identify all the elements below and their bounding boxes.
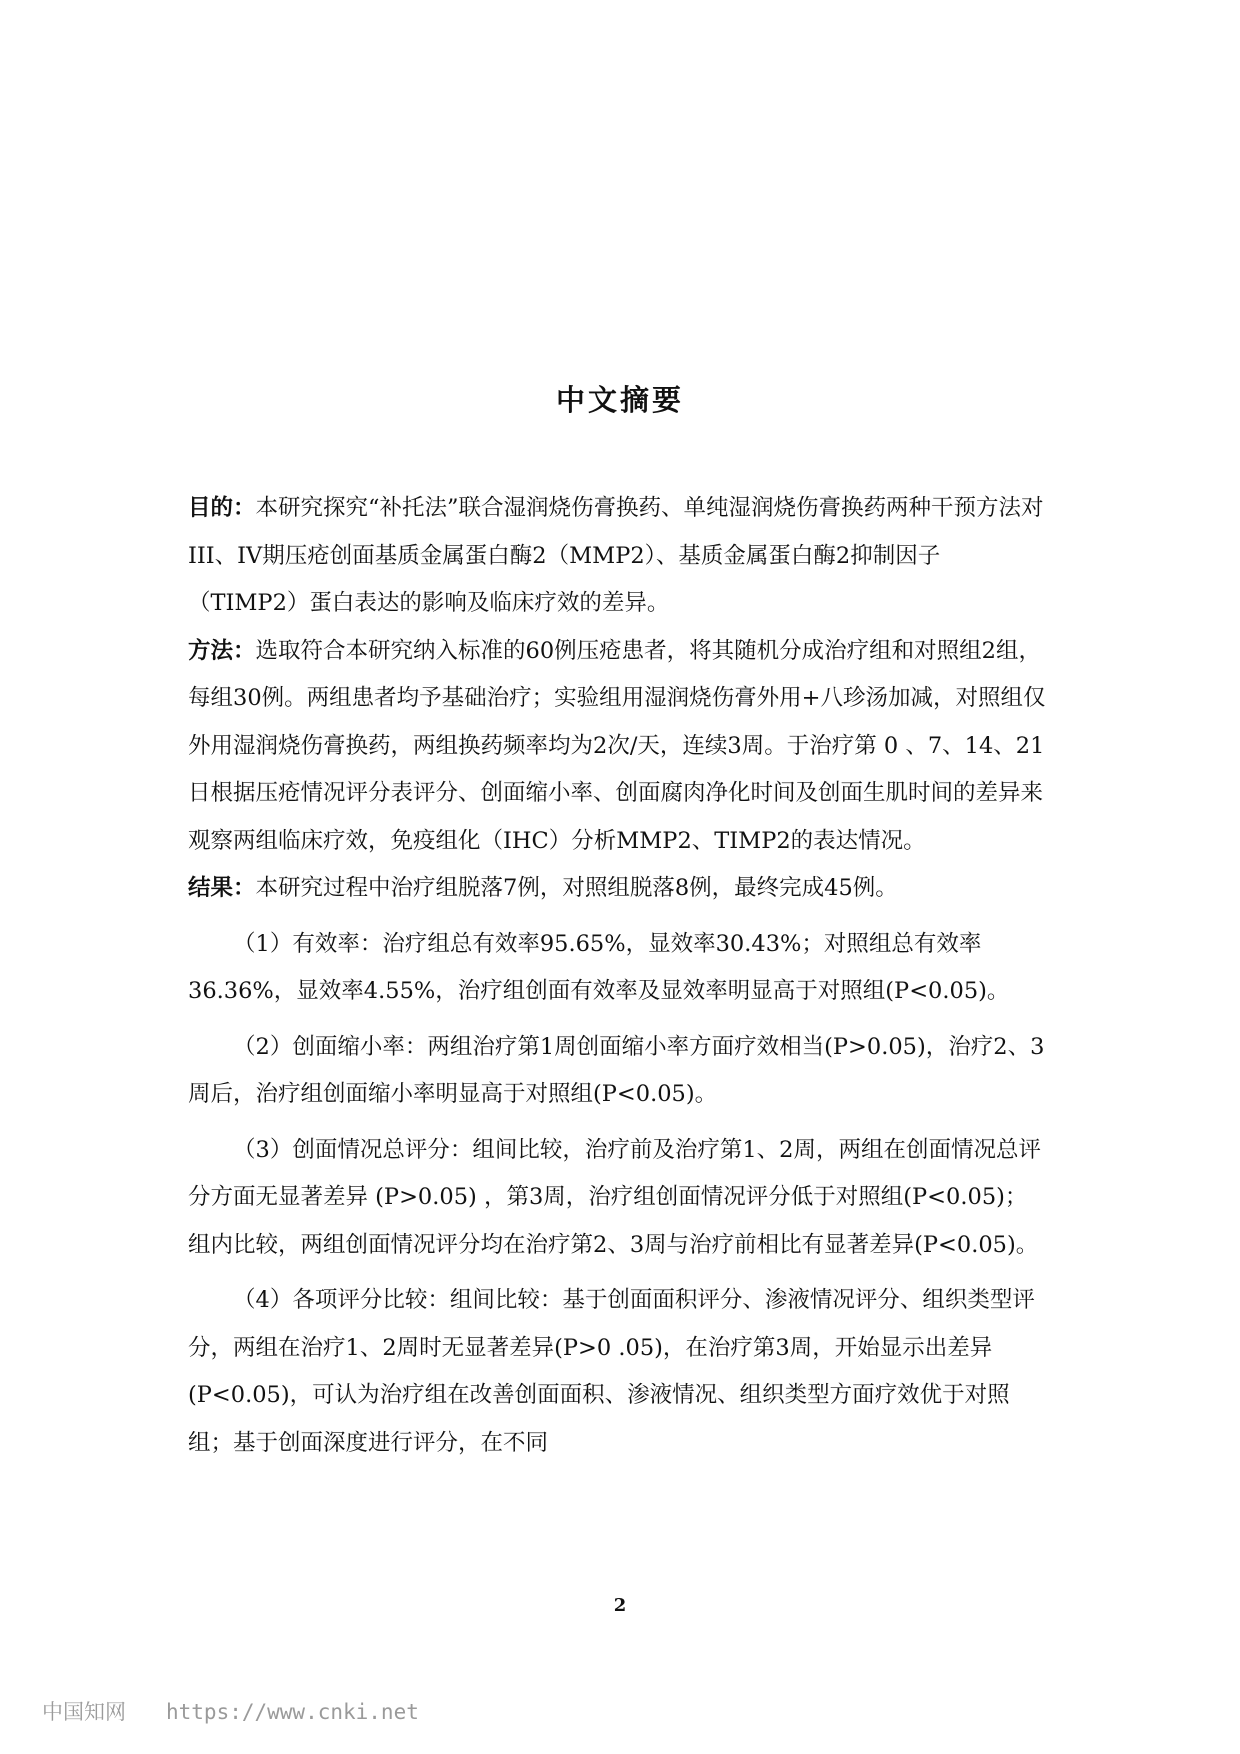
result-item-total-score: （3）创面情况总评分：组间比较，治疗前及治疗第1、2周，两组在创面情况总评分方面无显著差异 (P>0.05) ，第3周，治疗组创面情况评分低于对照组(P<0.05)；组内比较，两组创面情况评分均在治疗第2、3周与治疗前相比有显著差异(P<0.05)。 (188, 1136, 1041, 1258)
methods-label: 方法： (188, 637, 256, 664)
methods-text: 选取符合本研究纳入标准的60例压疮患者，将其随机分成治疗组和对照组2组，每组30例。两组患者均予基础治疗；实验组用湿润烧伤膏外用+八珍汤加减，对照组仅外用湿润烧伤膏换药，两组换药频率均为2次/天，连续3周。于治疗第 0 、7、14、21 日根据压疮情况评分表评分、创面缩小率、创面腐肉净化时间及创面生肌时间的差异来观察两组临床疗效，免疫组化（IHC）分析MMP2、TIMP2的表达情况。 (188, 637, 1046, 854)
result-item-shrink-rate: （2）创面缩小率：两组治疗第1周创面缩小率方面疗效相当(P>0.05)，治疗2、3周后，治疗组创面缩小率明显高于对照组(P<0.05)。 (188, 1033, 1045, 1107)
page-title: 中文摘要 (555, 383, 684, 417)
page-number: 2 (613, 1595, 627, 1616)
result-item-efficacy: （1）有效率：治疗组总有效率95.65%，显效率30.43%；对照组总有效率36.36%，显效率4.55%，治疗组创面有效率及显效率明显高于对照组(P<0.05)。 (188, 930, 1010, 1004)
result-item-score-comparison: （4）各项评分比较：组间比较：基于创面面积评分、渗液情况评分、组织类型评分，两组在治疗1、2周时无显著差异(P>0 .05)，在治疗第3周，开始显示出差异(P<0.05)，可认为治疗组在改善创面面积、渗液情况、组织类型方面疗效优于对照组；基于创面深度进行评分，在不同 (188, 1287, 1035, 1456)
objective-text: 本研究探究“补托法”联合湿润烧伤膏换药、单纯湿润烧伤膏换药两种干预方法对III、IV期压疮创面基质金属蛋白酶2（MMP2）、基质金属蛋白酶2抑制因子（TIMP2）蛋白表达的影响及临床疗效的差异。 (188, 495, 1044, 616)
objective-paragraph (188, 485, 1048, 628)
cnki-watermark (42, 1696, 419, 1726)
results-label: 结果： (188, 875, 256, 901)
abstract-body (188, 485, 1048, 1467)
methods-paragraph (188, 628, 1048, 866)
results-paragraph (188, 865, 1048, 913)
objective-label: 目的： (188, 495, 256, 521)
results-text: 本研究过程中治疗组脱落7例，对照组脱落8例，最终完成45例。 (255, 875, 898, 901)
watermark-url: https://www.cnki.net (166, 1700, 419, 1724)
watermark-brand: 中国知网 (42, 1700, 126, 1724)
